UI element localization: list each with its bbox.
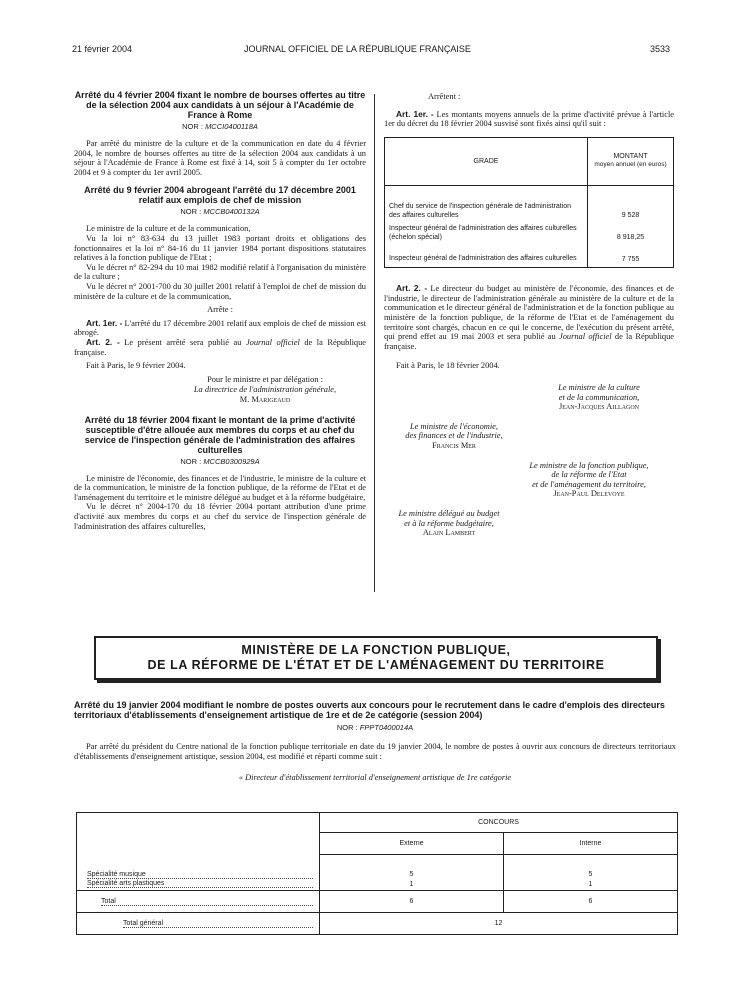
nor-code: MCCI0400118A xyxy=(205,122,258,131)
article-1-title: Arrêté du 4 février 2004 fixant le nombre de bourses offertes au titre de la sélection 2004 aux candidats à un séjour à l'Académie de France à Rome xyxy=(74,90,366,120)
article-2-vu-decret-2: Vu le décret n° 2001-700 du 30 juillet 2001 relatif à l'emploi de chef de mission du ministère de la culture et de la communication, xyxy=(74,281,366,301)
art2-label: Art. 2. - xyxy=(396,283,428,294)
bottom-text: Par arrêté du président du Centre national de la fonction publique territoriale en date du 19 janvier 2004, le nombre de postes à ouvrir aux concours de directeurs territoriaux d'établissements d'enseignement artistique, session 2004, est modifié et réparti comme suit : xyxy=(74,742,676,761)
total-externe: 6 xyxy=(320,891,504,913)
montant-header xyxy=(588,137,674,185)
externe-cell: 5 xyxy=(320,855,504,879)
signature-economie xyxy=(384,422,524,451)
sig-name: M. Marigeaud xyxy=(239,394,291,404)
interne-header: Interne xyxy=(504,833,678,855)
right-fait: Fait à Paris, le 18 février 2004. xyxy=(396,361,500,371)
art2-text-b: de la République française. xyxy=(74,337,367,357)
bottom-nor xyxy=(74,723,676,732)
interne-cell: 5 xyxy=(588,870,593,878)
right-art1 xyxy=(384,110,674,129)
column-divider xyxy=(374,94,375,592)
nor-label: NOR : xyxy=(180,207,202,217)
nor-label: NOR : xyxy=(180,456,202,466)
right-column xyxy=(384,92,674,538)
article-2-art2 xyxy=(74,338,366,357)
article-2-title: Arrêté du 9 février 2004 abrogeant l'arrêté du 17 décembre 2001 relatif aux emplois de chef de mission xyxy=(84,185,356,206)
sig-role: La directrice de l'administration générale, xyxy=(193,384,337,394)
empty-header xyxy=(77,813,320,855)
sig-name: Jean-Jacques Aillagon xyxy=(559,402,639,412)
grade-cell: Inspecteur général de l'administration des affaires culturelles (échelon spécial) xyxy=(385,220,588,242)
article-2-art1 xyxy=(74,319,366,338)
article-3-vu-decret: Vu le décret n° 2004-170 du 18 février 2004 portant attribution d'une prime d'activité aux membres du corps et au chef du service de l'inspection générale de l'administration des affaires culturelles, xyxy=(74,502,366,531)
art2-journal: Journal officiel xyxy=(559,332,612,342)
journal-title: JOURNAL OFFICIEL DE LA RÉPUBLIQUE FRANÇAISE xyxy=(244,44,471,54)
row-label-text: Spécialité musique xyxy=(87,871,313,879)
nor-label: NOR : xyxy=(336,723,358,732)
sig-role: Le ministre de la culture xyxy=(558,383,640,393)
nor-code: MCCB0400132A xyxy=(203,207,260,217)
article-2-minister: Le ministre de la culture et de la communication, xyxy=(86,224,251,234)
nor-code: MCCB0300929A xyxy=(203,456,260,466)
art2-body: Le directeur du budget au ministère de l'économie, des finances et de l'industrie, le directeur de l'administration générale au ministère de la culture et de la communication et le directeur général de l'administration et de la fonction publique au ministère de la fonction publique, de la réforme de l'Etat et de l'aménagement du territoire sont chargés, chacun en ce qui le concerne, de l'exécution du présent arrêté, qui prend effet au 19 mai 2003 et sera publié au xyxy=(384,284,675,342)
montant-cell: 7 755 xyxy=(588,242,674,268)
sig-role: et de l'aménagement du territoire, xyxy=(532,479,646,489)
signature-culture xyxy=(524,383,674,412)
bottom-body xyxy=(74,742,676,761)
art1-text: L'arrêté du 17 décembre 2001 relatif aux emplois de chef de mission est abrogé. xyxy=(74,318,367,338)
concours-table xyxy=(76,812,678,935)
right-art2 xyxy=(384,284,674,371)
article-1-body xyxy=(74,139,366,177)
sig-role: des finances et de l'industrie, xyxy=(405,431,503,441)
article-2-vu-loi: Vu la loi n° 83-634 du 13 juillet 1983 portant droits et obligations des fonctionnaires et la loi n° 84-16 du 11 janvier 1984 portant dispositions statutaires relatives à la fonction publique de l'Etat ; xyxy=(74,233,366,263)
total-interne: 6 xyxy=(504,891,678,913)
sig-role: et à la réforme budgétaire, xyxy=(404,518,494,528)
ministry-line-1: MINISTÈRE DE LA FONCTION PUBLIQUE, xyxy=(241,643,511,657)
row-label-text: Spécialité arts plastiques xyxy=(87,880,313,888)
sig-name: Alain Lambert xyxy=(422,528,476,538)
art1-label: Art. 1er. - xyxy=(396,108,434,119)
externe-header: Externe xyxy=(320,833,504,855)
total-label xyxy=(77,891,320,913)
sig-name: Francis Mer xyxy=(432,441,476,450)
article-3-body xyxy=(74,474,366,532)
prime-table xyxy=(384,137,674,269)
art2-journal: Journal officiel xyxy=(245,337,300,347)
nor-label: NOR : xyxy=(182,122,203,131)
sig-role: Le ministre de l'économie, xyxy=(409,421,498,431)
art1-body: Les montants moyens annuels de la prime d'activité prévue à l'article 1er du décret du 18 février 2004 susvisé sont fixés ainsi qu'il suit : xyxy=(384,109,674,129)
general-label-text: Total général xyxy=(123,920,313,928)
interne-cell: 1 xyxy=(504,879,678,891)
grade-cell: Chef du service de l'inspection générale de l'administration des affaires culturelles xyxy=(385,185,588,220)
sig-role: de la réforme de l'Etat xyxy=(551,470,627,480)
total-label-text: Total xyxy=(101,898,313,906)
sig-delegation: Pour le ministre et par délégation : xyxy=(207,374,323,384)
sig-role: Le ministre de la fonction publique, xyxy=(529,460,649,470)
grade-header: GRADE xyxy=(385,137,588,185)
article-1-nor xyxy=(74,122,366,131)
bottom-article xyxy=(74,700,676,782)
art1-label: Art. 1er. - xyxy=(86,317,123,328)
general-value: 12 xyxy=(494,920,503,927)
article-1-text: Par arrêté du ministre de la culture et de la communication en date du 4 février 2004, le nombre de bourses offertes au titre de la sélection 2004 aux candidats à un séjour à l'Académie de France à Rome est fixé à 14, soit 5 à compter du 1er octobre 2004 et 9 à compter du 1er avril 2005. xyxy=(74,139,366,177)
row-label xyxy=(77,855,320,879)
signature-budget xyxy=(384,509,514,538)
header-date: 21 février 2004 xyxy=(72,44,133,54)
left-column xyxy=(74,90,366,531)
page-number: 3533 xyxy=(650,44,671,54)
article-2-vu-decret-1: Vu le décret n° 82-294 du 10 mai 1982 modifié relatif à l'organisation du ministère de la culture ; xyxy=(74,262,366,282)
art2-text-a: Le présent arrêté sera publié au xyxy=(124,337,242,347)
montant-label: MONTANT xyxy=(613,153,648,161)
grade-cell: Inspecteur général de l'administration des affaires culturelles xyxy=(385,242,588,268)
nor-code: FPPT0400014A xyxy=(359,723,414,732)
article-2-body xyxy=(74,224,366,370)
article-2-nor xyxy=(74,207,366,216)
bottom-caption: « Directeur d'établissement territorial d'enseignement artistique de 1re catégorie xyxy=(238,773,512,783)
row-label xyxy=(77,879,320,891)
signature-fonction-publique xyxy=(504,461,674,499)
ministry-banner xyxy=(94,636,658,680)
ministry-line-2: DE LA RÉFORME DE L'ÉTAT ET DE L'AMÉNAGEMENT DU TERRITOIRE xyxy=(147,658,605,672)
article-3-ministers: Le ministre de l'économie, des finances et de l'industrie, le ministre de la culture et de la communication, le ministre de la fonction publique, de la réforme de l'Etat et de l'aménagement du territoire et le ministre délégué au budget et à la réforme budgétaire, xyxy=(74,473,366,502)
montant-cell: 9 528 xyxy=(588,185,674,220)
montant-cell: 8 918,25 xyxy=(588,220,674,242)
bottom-title: Arrêté du 19 janvier 2004 modifiant le nombre de postes ouverts aux concours pour le recrutement dans le cadre d'emplois des directeurs territoriaux d'établissements d'enseignement artistique de 1re et de 2e catégorie (session 2004) xyxy=(74,700,665,720)
montant-sublabel: moyen annuel (en euros) xyxy=(594,161,667,169)
article-2-arrete: Arrête : xyxy=(207,305,233,315)
sig-role: Le ministre délégué au budget xyxy=(398,508,500,518)
article-2-fait: Fait à Paris, le 9 février 2004. xyxy=(86,361,186,371)
arretent: Arrêtent : xyxy=(428,92,461,101)
sig-role: et de la communication, xyxy=(558,392,640,402)
general-label xyxy=(77,913,320,935)
article-2-signature xyxy=(164,375,366,405)
article-3-title: Arrêté du 18 février 2004 fixant le montant de la prime d'activité susceptible d'être allouée aux membres du corps et au chef du service de l'inspection générale de l'administration des affaires culturelles xyxy=(84,414,356,455)
sig-name: Jean-Paul Delevoye xyxy=(553,489,625,499)
art2-body-b: de la République française. xyxy=(384,332,674,351)
art2-label: Art. 2. - xyxy=(86,336,120,347)
right-art1-text xyxy=(384,110,674,129)
right-art2-text xyxy=(384,284,674,351)
concours-header: CONCOURS xyxy=(320,813,678,833)
article-3-nor xyxy=(74,457,366,466)
externe-cell: 1 xyxy=(320,879,504,891)
